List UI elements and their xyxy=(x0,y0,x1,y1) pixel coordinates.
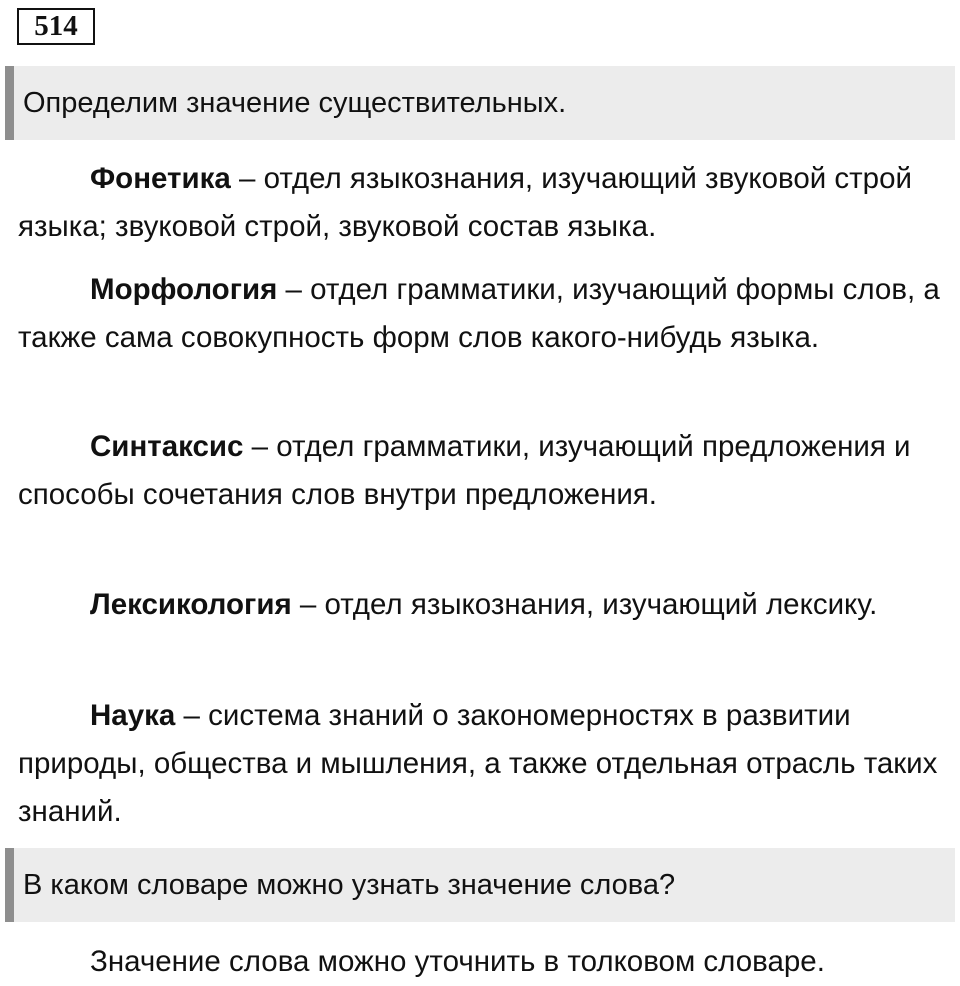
definition-phonetics xyxy=(18,155,943,251)
question-bar-2 xyxy=(5,848,955,922)
definition-lexicology-text: – отдел языкознания, изучающий лексику. xyxy=(291,588,878,621)
term-syntax: Синтаксис xyxy=(90,430,244,463)
term-morphology: Морфология xyxy=(90,273,278,306)
question-bar-1 xyxy=(5,66,955,140)
answer-2: Значение слова можно уточнить в толковом словаре. xyxy=(90,945,825,978)
term-science: Наука xyxy=(90,699,176,732)
term-lexicology: Лексикология xyxy=(90,588,292,621)
definition-syntax xyxy=(18,423,943,519)
definition-phonetics-text: – отдел языкознания, изучающий звуковой строй языка; звуковой строй, звуковой состав языка. xyxy=(18,162,912,243)
definition-syntax-text: – отдел грамматики, изучающий предложения и способы сочетания слов внутри предложения. xyxy=(18,430,911,511)
question-1-text: Определим значение существительных. xyxy=(23,87,567,119)
exercise-number: 514 xyxy=(17,8,95,45)
definition-lexicology xyxy=(18,581,943,629)
definition-morphology-text: – отдел грамматики, изучающий формы слов, а также сама совокупность форм слов какого-нибудь языка. xyxy=(18,273,940,354)
term-phonetics: Фонетика xyxy=(90,162,231,195)
definition-science-text: – система знаний о закономерностях в развитии природы, общества и мышления, а также отдельная отрасль таких знаний. xyxy=(18,699,938,828)
definition-science xyxy=(18,692,943,836)
question-2-text: В каком словаре можно узнать значение слова? xyxy=(23,869,676,901)
definition-morphology xyxy=(18,266,943,362)
